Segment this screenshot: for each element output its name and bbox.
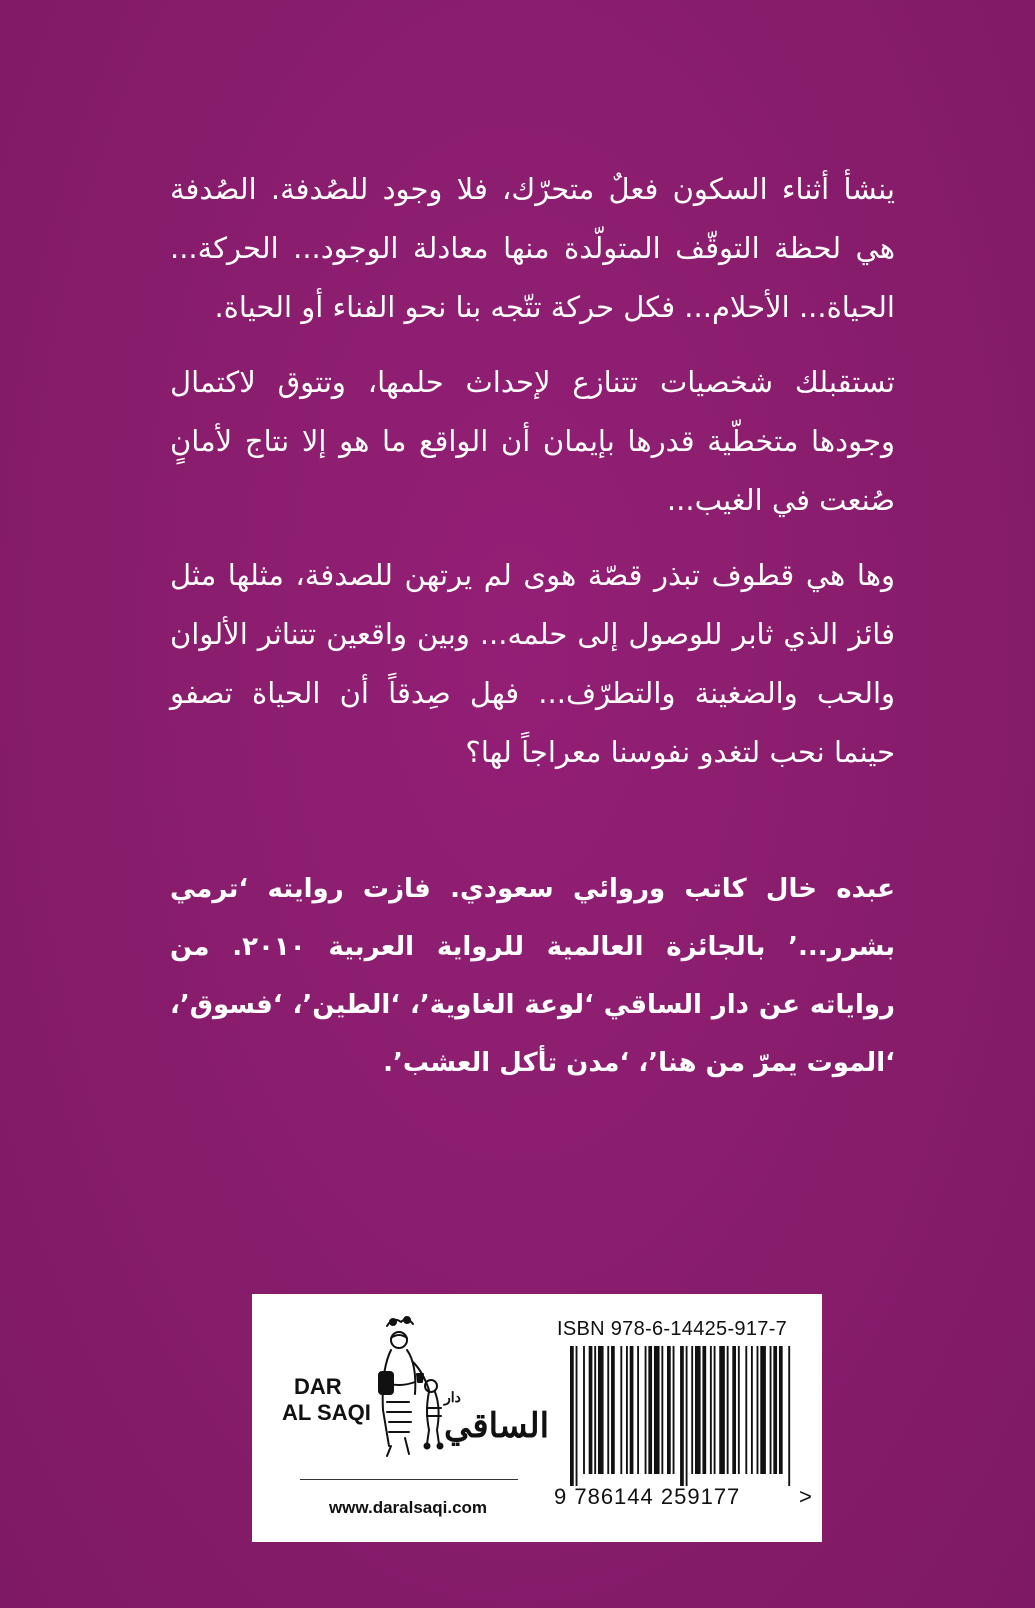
- isbn-label: ISBN 978-6-14425-917-7: [557, 1318, 788, 1340]
- barcode-bar: [757, 1346, 759, 1474]
- blurb-paragraph-1: ينشأ أثناء السكون فعلٌ متحرّك، فلا وجود للصُدفة. الصُدفة هي لحظة التوقّف المتولّدة منها معادلة الوجود... الحركة... الحياة... الأحلام... فكل حركة تتّجه بنا نحو الفناء أو الحياة.: [170, 172, 895, 324]
- publisher-box: [252, 1294, 822, 1542]
- barcode-bar: [732, 1346, 736, 1474]
- barcode-bar: [680, 1346, 684, 1486]
- barcode-bar: [654, 1346, 660, 1474]
- publisher-logo-arabic: [444, 1390, 549, 1446]
- barcode-bar: [667, 1346, 671, 1474]
- blurb-paragraph-2: تستقبلك شخصيات تتنازع لإحداث حلمها، وتتوق لاكتمال وجودها متخطّية قدرها بإيمان أن الواقع ما هو إلا نتاج لأمانٍ صُنعت في الغيب...: [170, 365, 895, 517]
- barcode-bar: [611, 1346, 615, 1474]
- barcode-bar: [570, 1346, 574, 1486]
- publisher-logo-arabic-main: الساقي: [444, 1406, 550, 1446]
- blurb-text: [170, 160, 895, 798]
- barcode-bar: [645, 1346, 647, 1474]
- barcode-marker: >: [799, 1484, 812, 1509]
- barcode-icon: [570, 1346, 796, 1486]
- barcode-bar: [673, 1346, 675, 1474]
- barcode-bar: [770, 1346, 772, 1474]
- barcode-bar: [714, 1346, 716, 1474]
- barcode-bar: [745, 1346, 747, 1474]
- barcode-bar: [576, 1346, 578, 1486]
- barcode-bar: [773, 1346, 777, 1474]
- barcode-bar: [727, 1346, 729, 1474]
- barcode-bar: [589, 1346, 593, 1474]
- barcode-bar: [661, 1346, 663, 1474]
- publisher-logo-line1: DAR: [294, 1374, 342, 1399]
- barcode-bar: [583, 1346, 585, 1474]
- barcode-bar: [779, 1346, 783, 1474]
- barcode-area: [552, 1294, 822, 1542]
- author-bio-text: عبده خال كاتب وروائي سعودي. فازت روايته ‘ترمي بشرر...’ بالجائزة العالمية للرواية العربية ٢٠١٠. من رواياته عن دار الساقي ‘لوعة الغاوية’، ‘الطين’، ‘فسوق’، ‘الموت يمرّ من هنا’، ‘مدن تأكل العشب’.: [170, 874, 895, 1078]
- publisher-logo: [252, 1294, 550, 1542]
- blurb-paragraph-3: وها هي قطوف تبذر قصّة هوى لم يرتهن للصدفة، مثلها مثل فائز الذي ثابر للوصول إلى حلمه... وبين واقعين تتناثر الألوان والحب والضغينة والتطرّف... فهل صِدقاً أن الحياة تصفو حينما نحب لتغدو نفوسنا معراجاً لها؟: [170, 558, 895, 769]
- publisher-logo-line2: AL SAQI: [282, 1400, 371, 1425]
- barcode-bar: [630, 1346, 634, 1474]
- barcode-bar: [710, 1346, 712, 1474]
- barcode-bar: [702, 1346, 706, 1474]
- barcode-bar: [620, 1346, 622, 1474]
- barcode-bar: [788, 1346, 790, 1486]
- barcode-bar: [598, 1346, 604, 1474]
- barcode-bar: [686, 1346, 688, 1486]
- publisher-logo-arabic-small: دار: [444, 1390, 461, 1406]
- barcode-bar: [751, 1346, 753, 1474]
- barcode-bar: [738, 1346, 740, 1474]
- logo-divider: [300, 1479, 518, 1480]
- barcode-bar: [607, 1346, 609, 1474]
- barcode-bar: [637, 1346, 639, 1474]
- barcode-bar: [648, 1346, 652, 1474]
- barcode-digits: 9 786144 259177: [554, 1484, 741, 1509]
- publisher-website: www.daralsaqi.com: [328, 1498, 488, 1517]
- barcode-bar: [760, 1346, 766, 1474]
- barcode-bar: [626, 1346, 628, 1474]
- barcode-bar: [691, 1346, 693, 1474]
- author-bio: [170, 860, 895, 1092]
- barcode-bar: [594, 1346, 596, 1474]
- water-carrier-illustration-icon: [357, 1312, 452, 1462]
- barcode-bar: [695, 1346, 701, 1474]
- barcode-bar: [719, 1346, 725, 1474]
